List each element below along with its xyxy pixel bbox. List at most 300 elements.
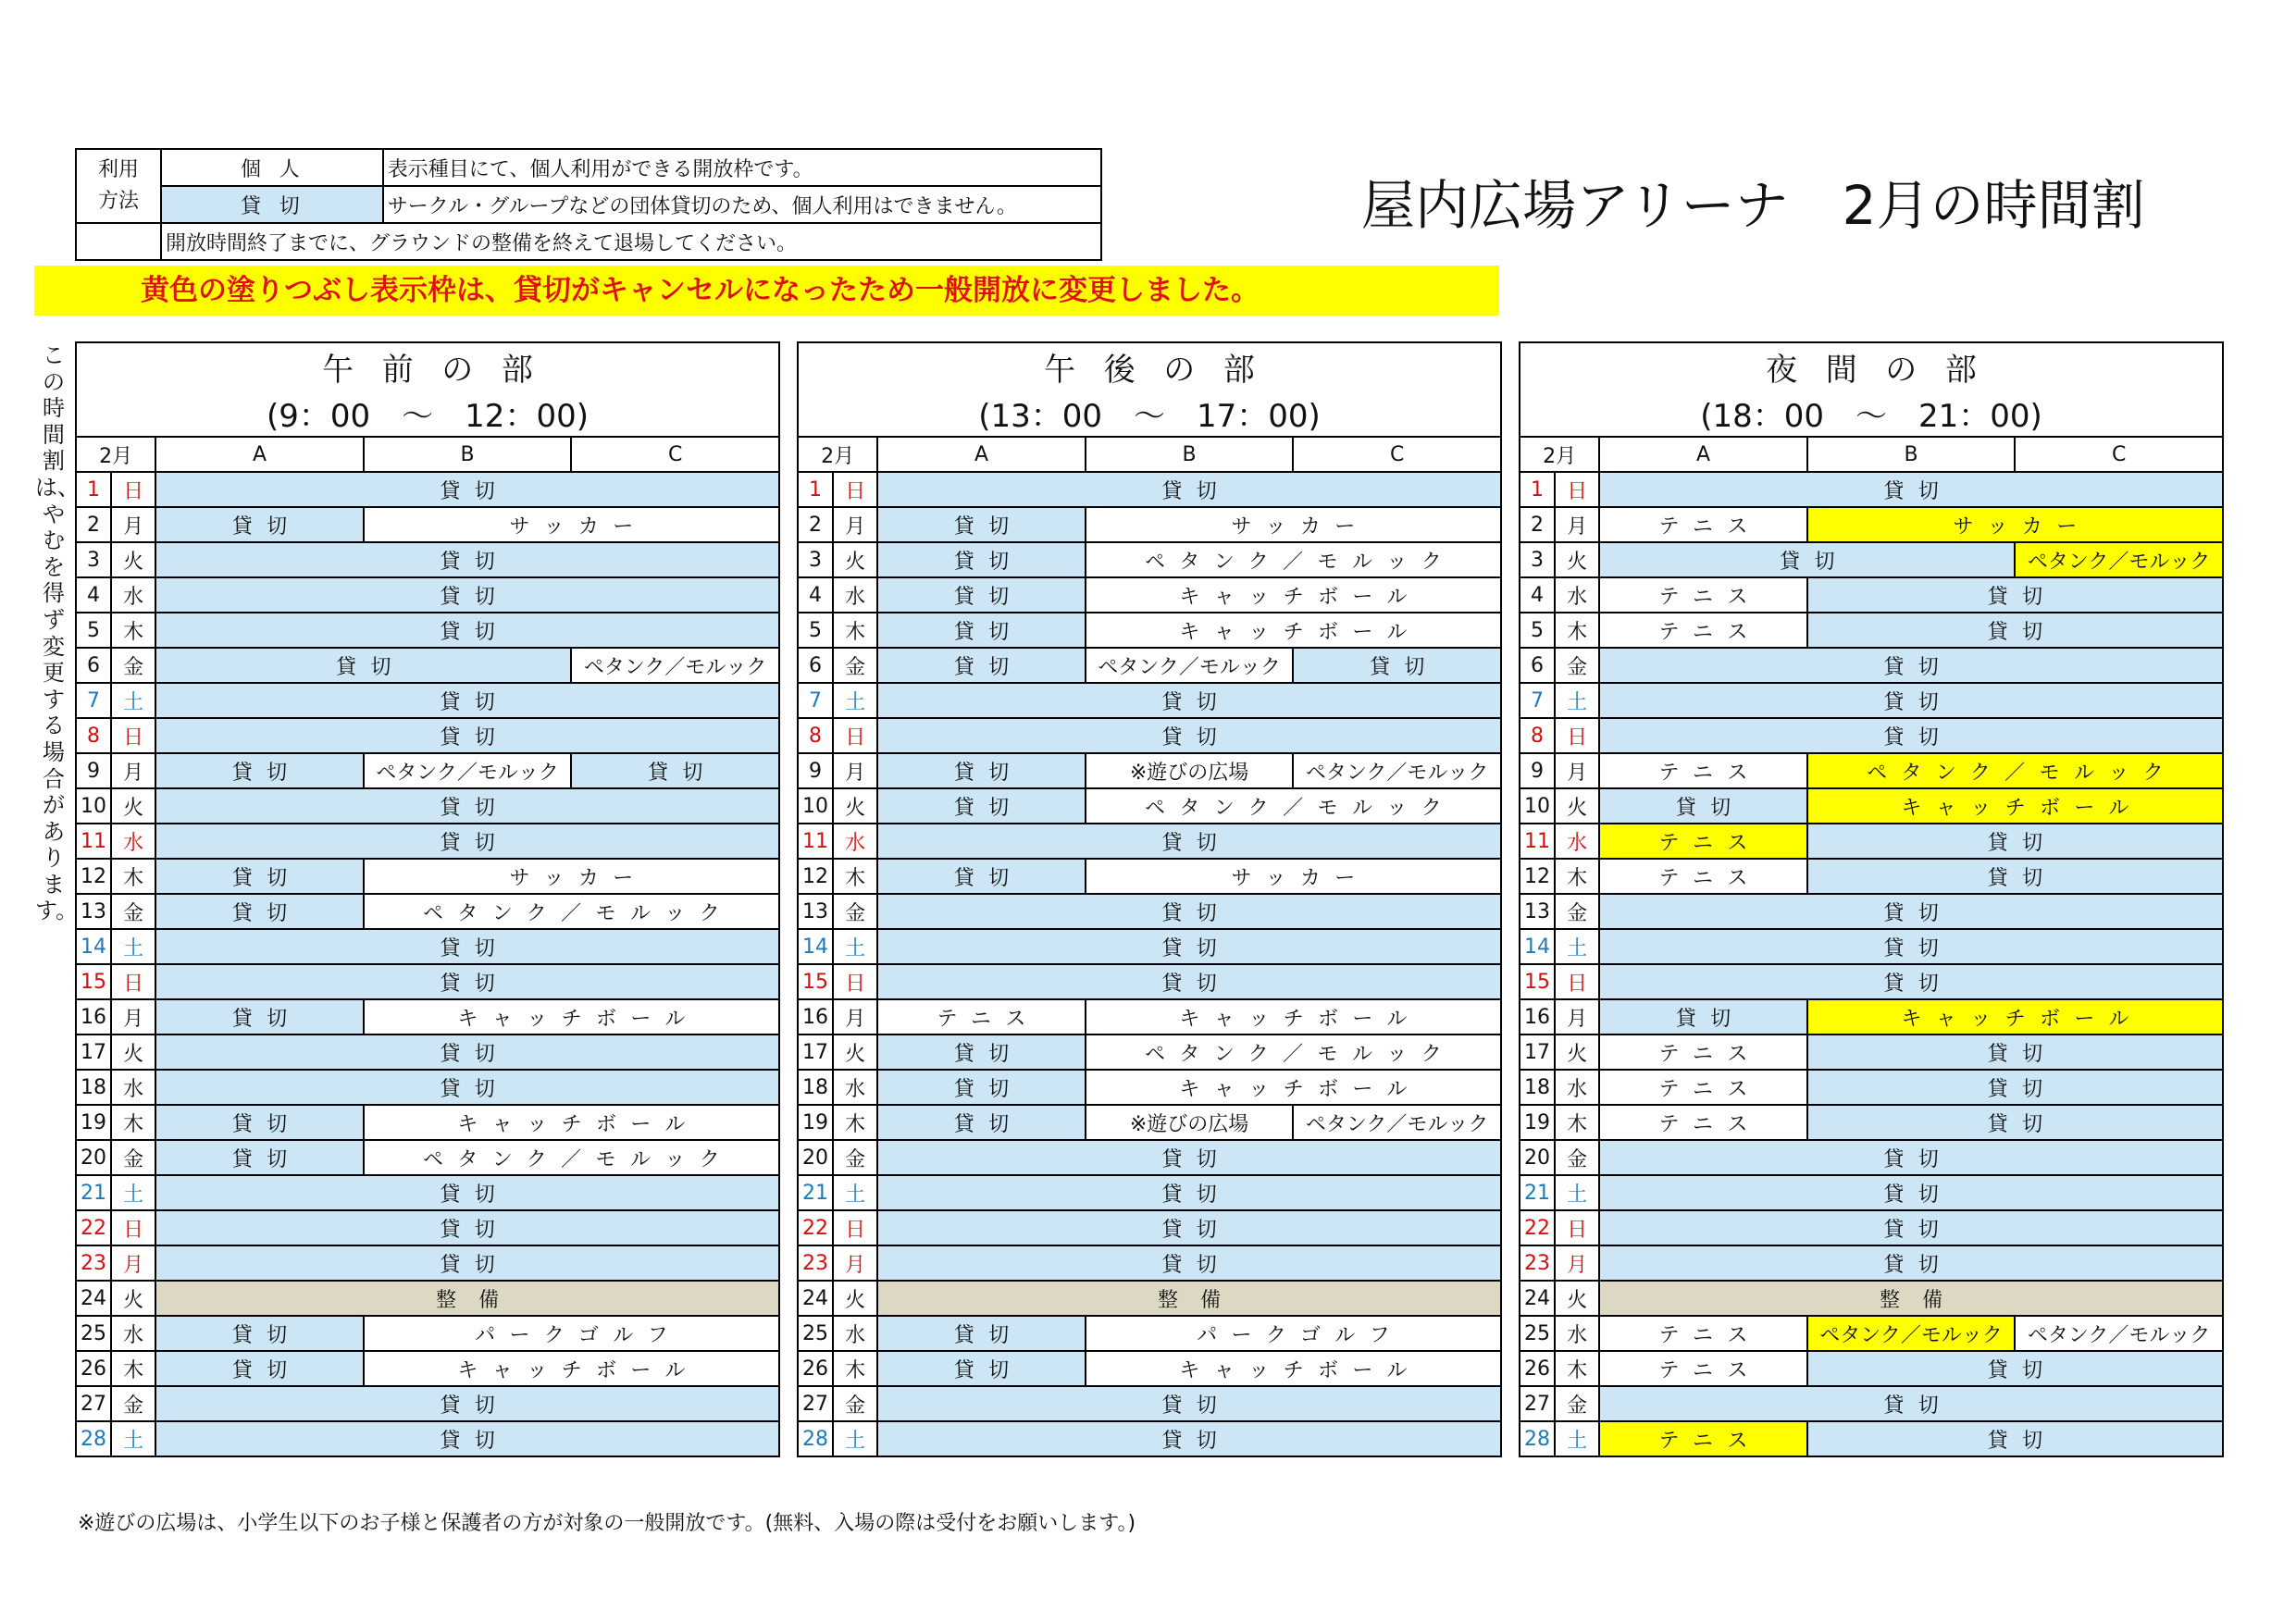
court-a-header: A	[155, 437, 364, 472]
day-of-week: 月	[833, 507, 877, 542]
day-number: 7	[76, 683, 111, 718]
vertical-change-note: この時間割は、やむを得ず変更する場合があります。	[35, 342, 80, 924]
description-individual: 表示種目にて、個人利用ができる開放枠です。	[383, 149, 1101, 186]
table-row	[76, 1245, 779, 1281]
table-row	[798, 824, 1501, 859]
court-a-header: A	[877, 437, 1086, 472]
schedule-cell: 貸切	[877, 718, 1501, 753]
table-row	[76, 1105, 779, 1140]
schedule-cell: キャッチボール	[1086, 1070, 1501, 1105]
schedule-cell: 貸切	[1807, 824, 2223, 859]
day-of-week: 月	[111, 1245, 155, 1281]
table-row	[798, 753, 1501, 788]
schedule-cell: 貸切	[877, 1421, 1501, 1456]
schedule-cell: サッカー	[364, 859, 779, 894]
schedule-cell: テニス	[1599, 1316, 1807, 1351]
day-number: 1	[1520, 472, 1555, 507]
table-row	[1520, 507, 2223, 542]
schedule-cell: 貸切	[877, 1351, 1086, 1386]
schedule-cell: 貸切	[877, 683, 1501, 718]
day-number: 13	[76, 894, 111, 929]
table-row	[798, 542, 1501, 577]
day-number: 18	[76, 1070, 111, 1105]
day-number: 28	[76, 1421, 111, 1456]
day-of-week: 土	[833, 1421, 877, 1456]
schedule-cell: 貸切	[155, 894, 364, 929]
day-number: 23	[798, 1245, 833, 1281]
court-c-header: C	[2015, 437, 2223, 472]
day-of-week: 火	[111, 542, 155, 577]
day-of-week: 月	[1555, 753, 1599, 788]
court-b-header: B	[1086, 437, 1294, 472]
day-of-week: 金	[1555, 894, 1599, 929]
schedule-cell: 貸切	[877, 472, 1501, 507]
day-of-week: 金	[111, 894, 155, 929]
day-number: 24	[798, 1281, 833, 1316]
timetable-evening	[1519, 341, 2224, 1457]
day-number: 2	[1520, 507, 1555, 542]
category-charter: 貸切	[161, 186, 383, 223]
day-of-week: 月	[833, 1245, 877, 1281]
table-row	[1520, 1210, 2223, 1245]
day-of-week: 土	[111, 683, 155, 718]
day-of-week: 木	[111, 1351, 155, 1386]
schedule-cell: テニス	[1599, 613, 1807, 648]
day-number: 28	[798, 1421, 833, 1456]
table-row	[76, 929, 779, 964]
table-row	[798, 613, 1501, 648]
day-of-week: 日	[111, 1210, 155, 1245]
table-row	[798, 1281, 1501, 1316]
day-of-week: 月	[1555, 1245, 1599, 1281]
schedule-cell: ペタンク／モルック	[571, 648, 779, 683]
schedule-cell: テニス	[877, 999, 1086, 1035]
schedule-cell: 貸切	[155, 1386, 779, 1421]
day-number: 17	[798, 1035, 833, 1070]
day-of-week: 水	[111, 824, 155, 859]
schedule-cell: 貸切	[155, 788, 779, 824]
day-of-week: 木	[1555, 1351, 1599, 1386]
session-time: (13：00 ～ 17：00)	[798, 390, 1501, 437]
schedule-cell: 貸切	[155, 613, 779, 648]
day-of-week: 木	[1555, 1105, 1599, 1140]
table-row	[1520, 929, 2223, 964]
table-row	[76, 753, 779, 788]
schedule-cell: 貸切	[1599, 1140, 2223, 1175]
day-of-week: 金	[1555, 648, 1599, 683]
day-number: 19	[1520, 1105, 1555, 1140]
session-time: (18：00 ～ 21：00)	[1520, 390, 2223, 437]
table-row	[798, 1105, 1501, 1140]
table-row	[798, 788, 1501, 824]
schedule-cell: 貸切	[155, 507, 364, 542]
schedule-cell: キャッチボール	[364, 1105, 779, 1140]
schedule-cell: 貸切	[1599, 1386, 2223, 1421]
day-number: 15	[76, 964, 111, 999]
day-of-week: 木	[833, 613, 877, 648]
table-row	[76, 507, 779, 542]
schedule-cell: 貸切	[1599, 999, 1807, 1035]
schedule-cell: 貸切	[877, 1105, 1086, 1140]
table-row	[76, 1175, 779, 1210]
schedule-cell: 貸切	[155, 1245, 779, 1281]
table-row	[798, 999, 1501, 1035]
day-of-week: 金	[1555, 1386, 1599, 1421]
day-number: 27	[1520, 1386, 1555, 1421]
schedule-cell: 貸切	[877, 1175, 1501, 1210]
day-number: 7	[1520, 683, 1555, 718]
day-of-week: 日	[1555, 472, 1599, 507]
day-of-week: 日	[1555, 1210, 1599, 1245]
day-of-week: 日	[1555, 964, 1599, 999]
day-of-week: 月	[833, 753, 877, 788]
day-number: 1	[798, 472, 833, 507]
table-row	[76, 788, 779, 824]
schedule-cell: ペタンク／モルック	[1293, 753, 1501, 788]
schedule-cell: 貸切	[1599, 472, 2223, 507]
day-of-week: 日	[111, 964, 155, 999]
table-row	[1520, 1035, 2223, 1070]
table-row	[1520, 577, 2223, 613]
schedule-cell: 貸切	[1293, 648, 1501, 683]
schedule-cell: ペタンク／モルック	[1086, 1035, 1501, 1070]
schedule-cell: ペタンク／モルック	[364, 894, 779, 929]
day-of-week: 木	[111, 613, 155, 648]
day-of-week: 金	[833, 1386, 877, 1421]
month-header: 2月	[798, 437, 877, 472]
day-number: 12	[798, 859, 833, 894]
day-number: 6	[798, 648, 833, 683]
table-row	[1520, 824, 2223, 859]
table-row	[76, 1140, 779, 1175]
day-of-week: 月	[111, 753, 155, 788]
schedule-cell: 貸切	[877, 1140, 1501, 1175]
table-row	[798, 507, 1501, 542]
schedule-cell: 貸切	[877, 1210, 1501, 1245]
day-of-week: 木	[111, 1105, 155, 1140]
schedule-cell: ペタンク／モルック	[1086, 542, 1501, 577]
table-row	[1520, 1421, 2223, 1456]
day-number: 11	[1520, 824, 1555, 859]
day-number: 3	[1520, 542, 1555, 577]
table-row	[76, 1070, 779, 1105]
schedule-cell: キャッチボール	[1807, 788, 2223, 824]
day-number: 22	[798, 1210, 833, 1245]
day-number: 22	[1520, 1210, 1555, 1245]
court-b-header: B	[364, 437, 572, 472]
table-row	[1520, 472, 2223, 507]
day-of-week: 金	[833, 1140, 877, 1175]
schedule-cell: 貸切	[1599, 683, 2223, 718]
schedule-cell: 貸切	[1599, 542, 2015, 577]
table-row	[1520, 1316, 2223, 1351]
legend-spacer	[76, 223, 161, 260]
day-of-week: 木	[1555, 613, 1599, 648]
schedule-cell: 貸切	[877, 507, 1086, 542]
day-of-week: 木	[1555, 859, 1599, 894]
schedule-cell: パークゴルフ	[1086, 1316, 1501, 1351]
day-number: 6	[1520, 648, 1555, 683]
schedule-cell: 貸切	[155, 929, 779, 964]
schedule-cell: 貸切	[155, 683, 779, 718]
schedule-cell: 貸切	[1807, 577, 2223, 613]
day-number: 26	[1520, 1351, 1555, 1386]
schedule-cell: 貸切	[1599, 1245, 2223, 1281]
day-number: 23	[76, 1245, 111, 1281]
day-of-week: 土	[1555, 1175, 1599, 1210]
table-row	[1520, 683, 2223, 718]
table-row	[76, 577, 779, 613]
day-number: 14	[1520, 929, 1555, 964]
table-row	[798, 472, 1501, 507]
schedule-cell: 貸切	[155, 718, 779, 753]
day-number: 18	[798, 1070, 833, 1105]
schedule-cell: 貸切	[877, 1035, 1086, 1070]
day-of-week: 土	[111, 1421, 155, 1456]
schedule-cell: 整備	[877, 1281, 1501, 1316]
day-number: 2	[76, 507, 111, 542]
schedule-cell: 貸切	[877, 1316, 1086, 1351]
day-of-week: 水	[833, 1316, 877, 1351]
table-row	[76, 1421, 779, 1456]
day-of-week: 木	[111, 859, 155, 894]
schedule-cell: 貸切	[877, 894, 1501, 929]
schedule-cell: テニス	[1599, 824, 1807, 859]
day-of-week: 水	[833, 824, 877, 859]
table-row	[798, 1386, 1501, 1421]
schedule-cell: 貸切	[155, 824, 779, 859]
day-number: 6	[76, 648, 111, 683]
table-row	[76, 1351, 779, 1386]
schedule-cell: 貸切	[155, 753, 364, 788]
day-number: 19	[798, 1105, 833, 1140]
schedule-cell: 貸切	[155, 1316, 364, 1351]
table-row	[798, 1351, 1501, 1386]
day-of-week: 水	[111, 1316, 155, 1351]
day-number: 26	[798, 1351, 833, 1386]
schedule-cell: 貸切	[877, 542, 1086, 577]
schedule-cell: 貸切	[877, 753, 1086, 788]
court-b-header: B	[1807, 437, 2016, 472]
category-individual: 個人	[161, 149, 383, 186]
table-row	[1520, 542, 2223, 577]
table-row	[798, 577, 1501, 613]
day-of-week: 火	[1555, 788, 1599, 824]
schedule-cell: 貸切	[155, 1070, 779, 1105]
table-row	[1520, 859, 2223, 894]
table-row	[76, 1210, 779, 1245]
table-row	[1520, 999, 2223, 1035]
day-number: 15	[798, 964, 833, 999]
table-row	[798, 1035, 1501, 1070]
day-of-week: 火	[833, 1281, 877, 1316]
day-number: 9	[798, 753, 833, 788]
schedule-cell: 貸切	[1807, 859, 2223, 894]
table-row	[76, 999, 779, 1035]
page-title: 屋内広場アリーナ 2月の時間割	[1361, 174, 2145, 237]
table-row	[76, 894, 779, 929]
schedule-cell: ペタンク／モルック	[364, 753, 572, 788]
schedule-cell: 貸切	[155, 1140, 364, 1175]
table-row	[1520, 894, 2223, 929]
schedule-cell: テニス	[1599, 1105, 1807, 1140]
schedule-cell: サッカー	[1086, 859, 1501, 894]
table-row	[1520, 753, 2223, 788]
table-row	[1520, 1281, 2223, 1316]
day-number: 16	[798, 999, 833, 1035]
day-of-week: 月	[111, 507, 155, 542]
usage-legend	[75, 148, 1102, 261]
day-of-week: 日	[833, 472, 877, 507]
session-name: 午後の部	[798, 342, 1501, 390]
schedule-cell: 貸切	[155, 648, 571, 683]
day-of-week: 木	[833, 1351, 877, 1386]
day-number: 20	[1520, 1140, 1555, 1175]
day-of-week: 金	[111, 1140, 155, 1175]
day-of-week: 水	[1555, 1070, 1599, 1105]
schedule-cell: 貸切	[877, 929, 1501, 964]
schedule-cell: 貸切	[877, 613, 1086, 648]
schedule-cell: 貸切	[1807, 1421, 2223, 1456]
day-number: 3	[76, 542, 111, 577]
day-number: 5	[1520, 613, 1555, 648]
day-number: 26	[76, 1351, 111, 1386]
day-of-week: 日	[833, 1210, 877, 1245]
table-row	[798, 1316, 1501, 1351]
schedule-cell: 貸切	[877, 1386, 1501, 1421]
table-row	[76, 1316, 779, 1351]
schedule-cell: 貸切	[155, 1210, 779, 1245]
schedule-cell: ペタンク／モルック	[1086, 648, 1294, 683]
day-of-week: 金	[833, 894, 877, 929]
schedule-cell: キャッチボール	[364, 999, 779, 1035]
schedule-cell: テニス	[1599, 1351, 1807, 1386]
day-of-week: 水	[1555, 824, 1599, 859]
day-number: 23	[1520, 1245, 1555, 1281]
schedule-cell: ペタンク／モルック	[2015, 1316, 2223, 1351]
table-row	[1520, 1175, 2223, 1210]
schedule-cell: キャッチボール	[364, 1351, 779, 1386]
schedule-cell: パークゴルフ	[364, 1316, 779, 1351]
table-row	[76, 1035, 779, 1070]
table-row	[1520, 1140, 2223, 1175]
day-of-week: 火	[111, 1281, 155, 1316]
schedule-cell: 貸切	[1599, 718, 2223, 753]
day-of-week: 火	[111, 1035, 155, 1070]
table-row	[798, 683, 1501, 718]
day-of-week: 木	[833, 1105, 877, 1140]
day-of-week: 火	[111, 788, 155, 824]
schedule-cell: 貸切	[155, 1035, 779, 1070]
schedule-cell: ※遊びの広場	[1086, 753, 1294, 788]
table-row	[798, 1210, 1501, 1245]
day-number: 12	[76, 859, 111, 894]
table-row	[798, 964, 1501, 999]
schedule-cell: ※遊びの広場	[1086, 1105, 1294, 1140]
table-row	[1520, 1105, 2223, 1140]
schedule-cell: 貸切	[1599, 929, 2223, 964]
schedule-cell: 貸切	[877, 1070, 1086, 1105]
table-row	[798, 894, 1501, 929]
schedule-cell: 貸切	[877, 648, 1086, 683]
table-row	[798, 1140, 1501, 1175]
schedule-cell: ペタンク／モルック	[1293, 1105, 1501, 1140]
day-number: 18	[1520, 1070, 1555, 1105]
schedule-cell: 貸切	[1807, 1351, 2223, 1386]
session-name: 午前の部	[76, 342, 779, 390]
day-of-week: 火	[833, 1035, 877, 1070]
day-of-week: 日	[111, 718, 155, 753]
day-of-week: 日	[833, 964, 877, 999]
day-number: 3	[798, 542, 833, 577]
day-of-week: 土	[111, 1175, 155, 1210]
schedule-cell: 貸切	[155, 1105, 364, 1140]
schedule-cell: キャッチボール	[1086, 1351, 1501, 1386]
table-row	[1520, 613, 2223, 648]
schedule-cell: キャッチボール	[1807, 999, 2223, 1035]
table-row	[76, 613, 779, 648]
day-of-week: 木	[833, 859, 877, 894]
table-row	[1520, 788, 2223, 824]
day-number: 12	[1520, 859, 1555, 894]
month-header: 2月	[76, 437, 155, 472]
schedule-cell: 貸切	[1807, 613, 2223, 648]
day-of-week: 土	[1555, 683, 1599, 718]
day-of-week: 土	[1555, 1421, 1599, 1456]
schedule-cell: 貸切	[1599, 894, 2223, 929]
day-of-week: 水	[833, 577, 877, 613]
schedule-cell: テニス	[1599, 507, 1807, 542]
day-of-week: 月	[833, 999, 877, 1035]
day-number: 11	[798, 824, 833, 859]
court-a-header: A	[1599, 437, 1807, 472]
day-number: 16	[1520, 999, 1555, 1035]
schedule-cell: キャッチボール	[1086, 577, 1501, 613]
table-row	[1520, 648, 2223, 683]
table-row	[798, 929, 1501, 964]
schedule-cell: ペタンク／モルック	[364, 1140, 779, 1175]
schedule-cell: 貸切	[877, 1245, 1501, 1281]
schedule-cell: 貸切	[877, 824, 1501, 859]
day-of-week: 金	[111, 1386, 155, 1421]
day-of-week: 日	[111, 472, 155, 507]
schedule-cell: テニス	[1599, 1070, 1807, 1105]
schedule-cell: 整備	[1599, 1281, 2223, 1316]
schedule-cell: 貸切	[155, 859, 364, 894]
schedule-cell: キャッチボール	[1086, 999, 1501, 1035]
day-of-week: 月	[1555, 999, 1599, 1035]
session-name: 夜間の部	[1520, 342, 2223, 390]
session-time: (9：00 ～ 12：00)	[76, 390, 779, 437]
day-number: 24	[1520, 1281, 1555, 1316]
schedule-cell: 貸切	[877, 788, 1086, 824]
schedule-cell: テニス	[1599, 1421, 1807, 1456]
table-row	[1520, 1386, 2223, 1421]
footnote: ※遊びの広場は、小学生以下のお子様と保護者の方が対象の一般開放です。(無料、入場の際は受付をお願いします。)	[78, 1512, 1136, 1535]
day-of-week: 日	[1555, 718, 1599, 753]
description-charter: サークル・グループなどの団体貸切のため、個人利用はできません。	[383, 186, 1101, 223]
schedule-cell: ペタンク／モルック	[1807, 753, 2223, 788]
day-number: 13	[1520, 894, 1555, 929]
day-number: 9	[76, 753, 111, 788]
day-number: 8	[798, 718, 833, 753]
day-number: 2	[798, 507, 833, 542]
day-of-week: 水	[111, 1070, 155, 1105]
table-row	[76, 683, 779, 718]
day-of-week: 火	[1555, 1035, 1599, 1070]
schedule-cell: ペタンク／モルック	[1086, 788, 1501, 824]
table-row	[1520, 1070, 2223, 1105]
